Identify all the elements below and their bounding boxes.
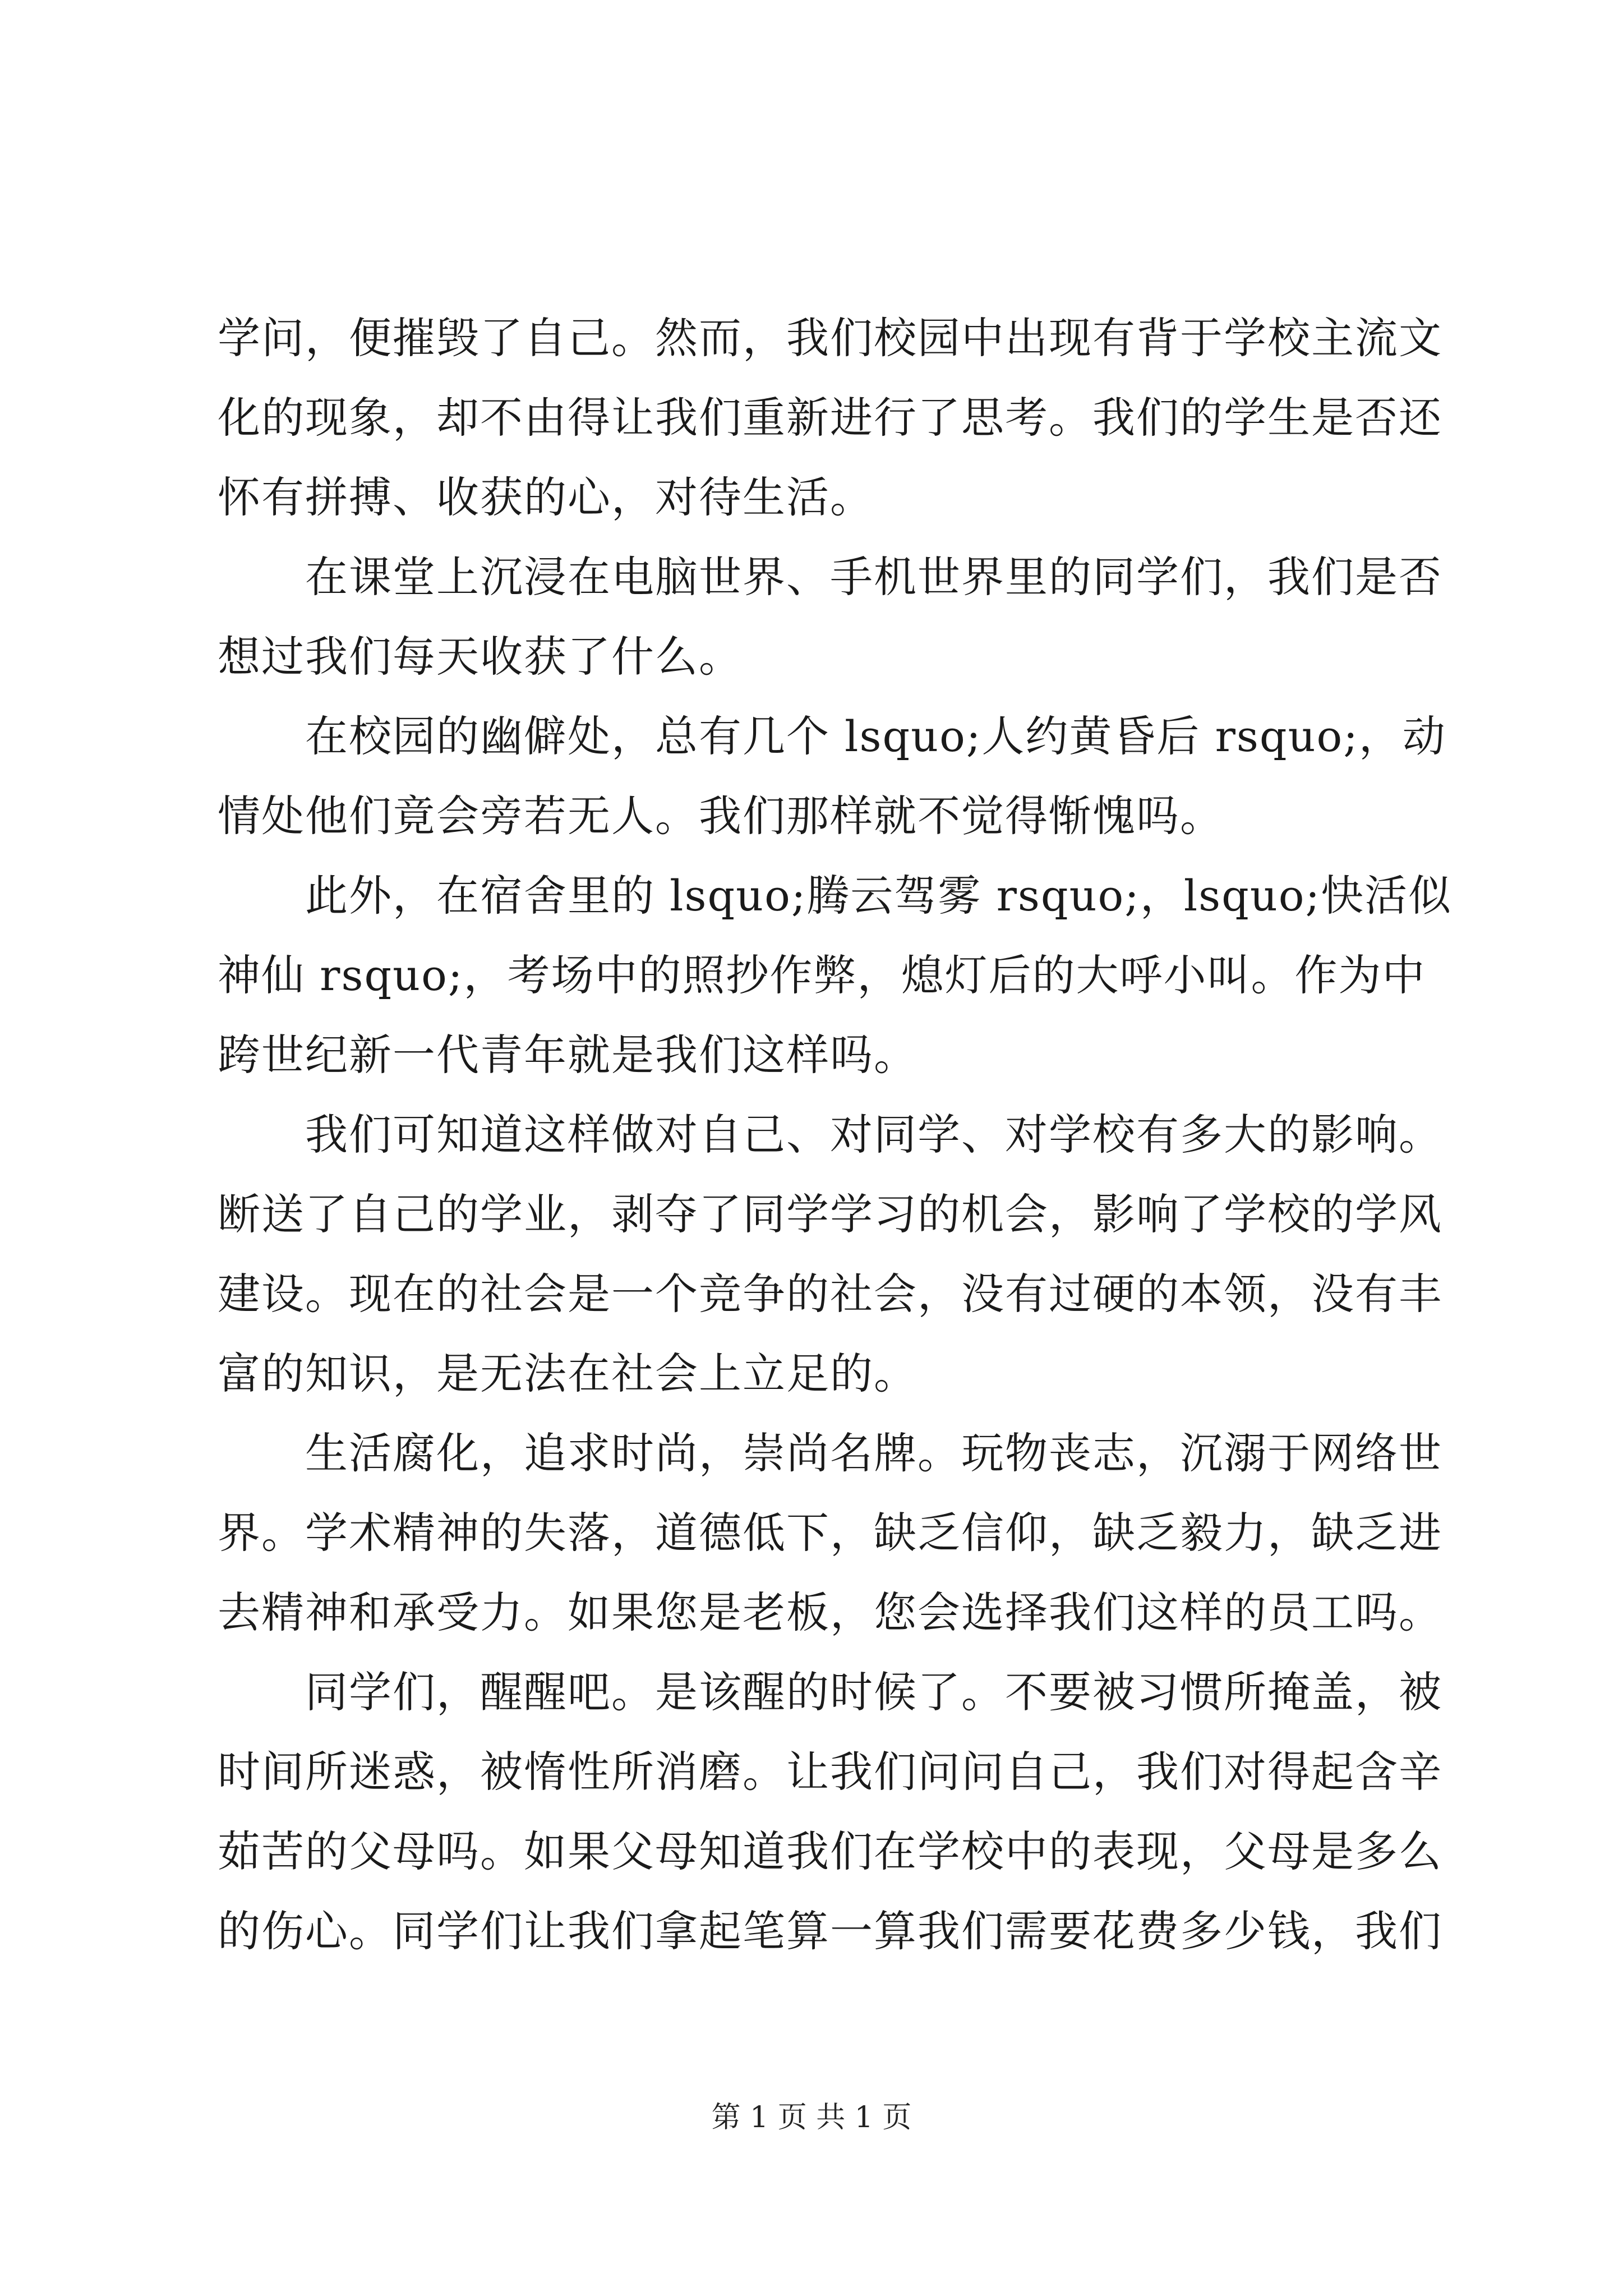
text-line: 界。学术精神的失落，道德低下，缺乏信仰，缺乏毅力，缺乏进 — [218, 1508, 1442, 1558]
text-line: 化的现象，却不由得让我们重新进行了思考。我们的学生是否还 — [218, 393, 1442, 443]
text-line: 在课堂上沉浸在电脑世界、手机世界里的同学们，我们是否 — [218, 552, 1442, 602]
text-line: 情处他们竟会旁若无人。我们那样就不觉得惭愧吗。 — [218, 791, 1224, 841]
text-line: 跨世纪新一代青年就是我们这样吗。 — [218, 1030, 917, 1080]
text-line: 想过我们每天收获了什么。 — [218, 632, 743, 682]
text-line: 怀有拼搏、收获的心，对待生活。 — [218, 472, 874, 522]
text-line: 去精神和承受力。如果您是老板，您会选择我们这样的员工吗。 — [218, 1588, 1442, 1637]
text-line: 的伤心。同学们让我们拿起笔算一算我们需要花费多少钱，我们 — [218, 1906, 1442, 1956]
text-line: 生活腐化，追求时尚，崇尚名牌。玩物丧志，沉溺于网络世 — [218, 1428, 1442, 1478]
text-line: 茹苦的父母吗。如果父母知道我们在学校中的表现，父母是多么 — [218, 1826, 1442, 1876]
text-line: 时间所迷惑，被惰性所消磨。让我们问问自己，我们对得起含辛 — [218, 1747, 1442, 1797]
text-line: 富的知识，是无法在社会上立足的。 — [218, 1349, 917, 1398]
text-line: 神仙 rsquo;，考场中的照抄作弊，熄灯后的大呼小叫。作为中 — [218, 950, 1426, 1000]
text-line: 建设。现在的社会是一个竞争的社会，没有过硬的本领，没有丰 — [218, 1269, 1442, 1319]
text-line: 此外，在宿舍里的 lsquo;腾云驾雾 rsquo;，lsquo;快活似 — [218, 871, 1453, 921]
page-number-footer: 第 1 页 共 1 页 — [711, 2101, 912, 2134]
text-line: 学问，便摧毁了自己。然而，我们校园中出现有背于学校主流文 — [218, 313, 1442, 363]
text-line: 同学们，醒醒吧。是该醒的时候了。不要被习惯所掩盖，被 — [218, 1667, 1442, 1717]
text-line: 断送了自己的学业，剥夺了同学学习的机会，影响了学校的学风 — [218, 1189, 1442, 1239]
document-body — [218, 298, 1453, 1971]
text-line: 我们可知道这样做对自己、对同学、对学校有多大的影响。 — [218, 1110, 1442, 1159]
text-line: 在校园的幽僻处，总有几个 lsquo;人约黄昏后 rsquo;，动 — [218, 711, 1446, 761]
